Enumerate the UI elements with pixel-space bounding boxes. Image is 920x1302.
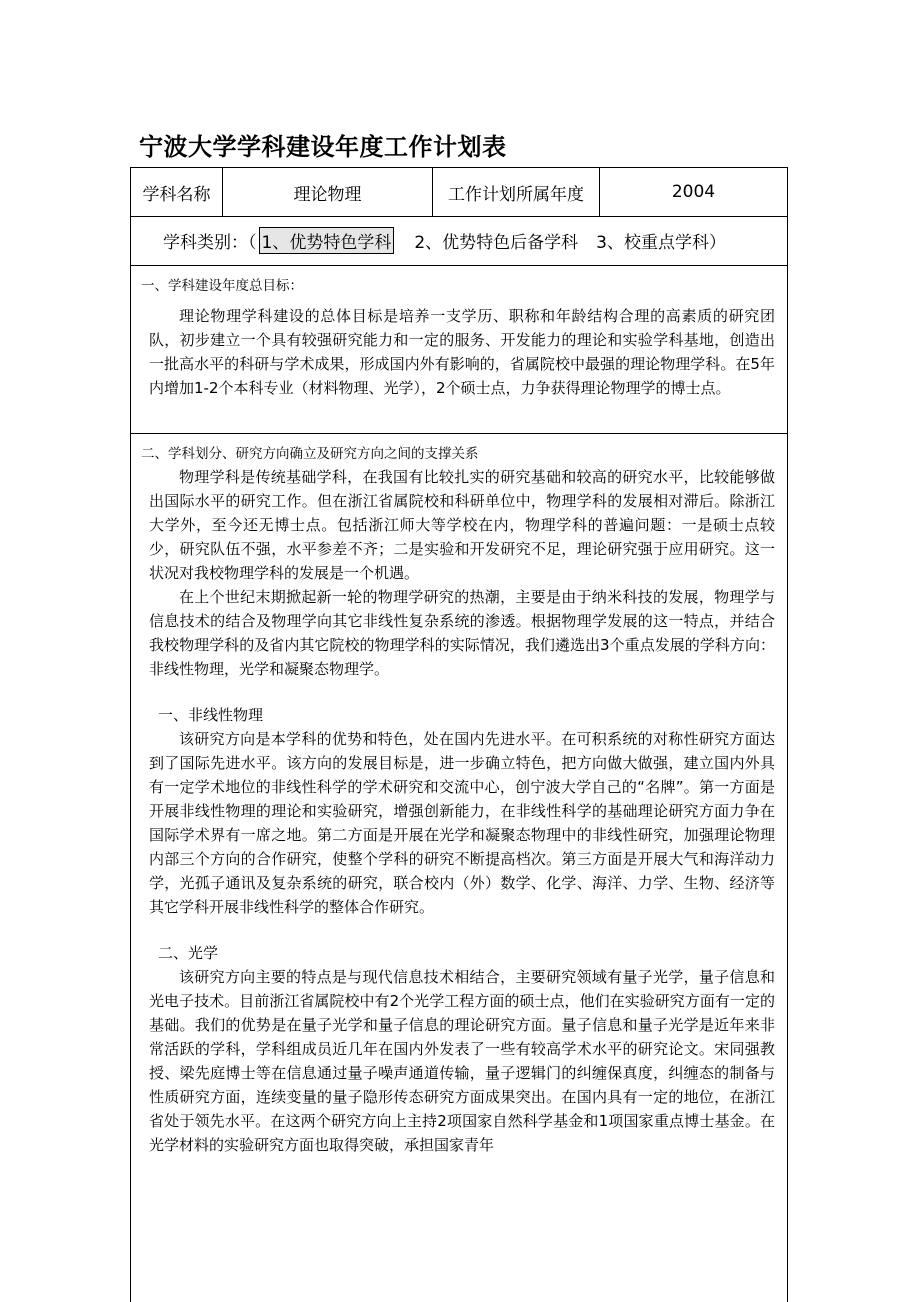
discipline-division-heading: 二、学科划分、研究方向确立及研究方向之间的支撑关系 bbox=[141, 446, 479, 462]
subsection-title-nonlinear: 一、非线性物理 bbox=[158, 706, 264, 724]
subject-name-label: 学科名称 bbox=[131, 168, 223, 216]
category-prefix: 学科类别：（ bbox=[163, 233, 257, 253]
category-selected-option: 1、优势特色学科 bbox=[259, 227, 395, 254]
paragraph-overview: 物理学科是传统基础学科，在我国有比较扎实的研究基础和较高的研究水平，比较能够做出国际水平的研究工作。但在浙江省属院校和科研单位中，物理学科的发展相对滞后。除浙江大学外，至今还无博士点。包括浙江师大等学校在内，物理学科的普遍问题：一是硕士点较少，研究队伍不强，水平参差不齐；二是实验和开发研究不足，理论研究强于应用研究。这一状况对我校物理学科的发展是一个机遇。 bbox=[149, 468, 775, 582]
discipline-division-text bbox=[149, 465, 775, 1157]
paragraph-optics: 该研究方向主要的特点是与现代信息技术相结合，主要研究领域有量子光学，量子信息和光电子技术。目前浙江省属院校中有2个光学工程方面的硕士点，他们在实验研究方面有一定的基础。我们的优势是在量子光学和量子信息的理论研究方面。量子信息和量子光学是近年来非常活跃的学科，学科组成员近几年在国内外发表了一些有较高学术水平的研究论文。宋同强教授、梁先庭博士等在信息通过量子噪声通道传输，量子逻辑门的纠缠保真度，纠缠态的制备与性质研究方面，连续变量的量子隐形传态研究方面成果突出。在国内具有一定的地位，在浙江省处于领先水平。在这两个研究方向上主持2项国家自然科学基金和1项国家重点博士基金。在光学材料的实验研究方面也取得突破，承担国家青年 bbox=[149, 968, 775, 1154]
annual-goal-text bbox=[149, 304, 775, 400]
annual-goal-section bbox=[131, 265, 787, 434]
plan-year-label: 工作计划所属年度 bbox=[433, 168, 600, 216]
paragraph-nonlinear: 该研究方向是本学科的优势和特色，处在国内先进水平。在可积系统的对称性研究方面达到了国际先进水平。该方向的发展目标是，进一步确立特色，把方向做大做强，建立国内外具有一定学术地位的非线性科学的学术研究和交流中心，创宁波大学自己的“名牌”。第一方面是开展非线性物理的理论和实验研究，增强创新能力，在非线性科学的基础理论研究方面力争在国际学术界有一席之地。第二方面是开展在光学和凝聚态物理中的非线性研究，加强理论物理内部三个方向的合作研究，使整个学科的研究不断提高档次。第三方面是开展大气和海洋动力学，光孤子通讯及复杂系统的研究，联合校内（外）数学、化学、海洋、力学、生物、经济等其它学科开展非线性科学的整体合作研究。 bbox=[149, 730, 775, 916]
category-option-3: 3、校重点学科） bbox=[596, 233, 726, 253]
subsection-title-optics: 二、光学 bbox=[158, 944, 219, 962]
paragraph-directions: 在上个世纪末期掀起新一轮的物理学研究的热潮，主要是由于纳米科技的发展，物理学与信息技术的结合及物理学向其它非线性复杂系统的渗透。根据物理学发展的这一特点，并结合我校物理学科的及省内其它院校的物理学科的实际情况，我们遴选出3个重点发展的学科方向：非线性物理，光学和凝聚态物理学。 bbox=[149, 588, 775, 678]
subject-name-value: 理论物理 bbox=[223, 168, 433, 216]
discipline-division-section bbox=[131, 433, 787, 1302]
category-option-2: 2、优势特色后备学科 bbox=[414, 233, 579, 253]
subject-category-row bbox=[131, 216, 787, 266]
header-row bbox=[131, 168, 787, 217]
annual-goal-paragraph: 理论物理学科建设的总体目标是培养一支学历、职称和年龄结构合理的高素质的研究团队，初步建立一个具有较强研究能力和一定的服务、开发能力的理论和实验学科基地，创造出一批高水平的科研与学术成果，形成国内外有影响的，省属院校中最强的理论物理学科。在5年内增加1-2个本科专业（材料物理、光学），2个硕士点，力争获得理论物理学的博士点。 bbox=[149, 307, 775, 397]
plan-table bbox=[130, 167, 788, 1302]
page-title: 宁波大学学科建设年度工作计划表 bbox=[139, 132, 507, 161]
annual-goal-heading: 一、学科建设年度总目标： bbox=[141, 278, 303, 294]
plan-year-value: 2004 bbox=[671, 182, 716, 202]
